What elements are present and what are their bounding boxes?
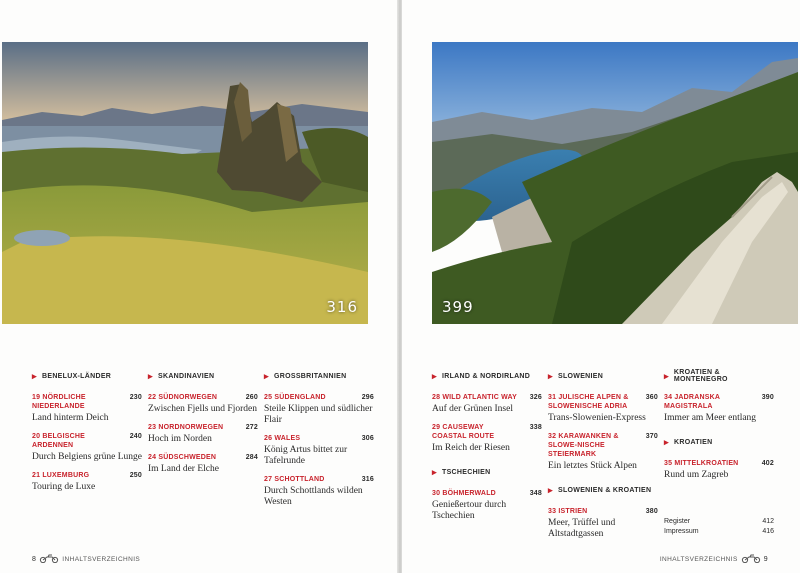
entry-page: 380 xyxy=(645,508,658,515)
toc-entry[interactable] xyxy=(432,393,542,415)
entry-subtitle: Auf der Grünen Insel xyxy=(432,404,513,414)
entry-title: 29 CAUSEWAY COASTAL ROUTE 338 xyxy=(432,424,542,440)
entry-subtitle: Hoch im Norden xyxy=(148,434,212,444)
entry-page: 338 xyxy=(529,424,542,431)
entry-title: 32 KARAWANKEN & SLOWE-NISCHE STEIERMARK 370 xyxy=(548,433,658,458)
right-page xyxy=(402,0,800,573)
extras-list xyxy=(664,517,774,537)
entry-subtitle: Trans-Slowenien-Express xyxy=(548,413,646,423)
entry-title: 24 SÜDSCHWEDEN 284 xyxy=(148,454,258,461)
toc-column-benelux xyxy=(32,370,142,501)
entry-subtitle: Ein letztes Stück Alpen xyxy=(548,461,637,471)
toc-entry[interactable] xyxy=(264,393,374,426)
entry-subtitle: Touring de Luxe xyxy=(32,482,96,492)
footer-label: INHALTSVERZEICHNIS xyxy=(659,556,738,563)
section-heading: ▸ TSCHECHIEN xyxy=(432,466,491,477)
section-heading: ▸ GROSSBRITANNIEN xyxy=(264,370,347,381)
entry-title: 22 SÜDNORWEGEN 260 xyxy=(148,394,258,401)
page-number: 9 xyxy=(763,556,768,563)
entry-page: 306 xyxy=(361,435,374,442)
toc-entry[interactable] xyxy=(664,393,774,424)
section-heading: ▸ SLOWENIEN & KROATIEN xyxy=(548,484,652,495)
entry-page: 260 xyxy=(245,394,258,401)
entry-title: 31 JULISCHE ALPEN & SLOWENISCHE ADRIA 360 xyxy=(548,394,658,410)
entry-page: 416 xyxy=(762,528,774,535)
photo-page-number: 399 xyxy=(442,298,474,316)
entry-page: 250 xyxy=(129,472,142,479)
left-footer xyxy=(32,554,140,565)
entry-title: 33 ISTRIEN 380 xyxy=(548,508,658,515)
toc-column-irland-tschechien xyxy=(432,370,542,530)
toc-column-kroatien xyxy=(664,370,774,537)
toc-column-grossbritannien xyxy=(264,370,374,516)
entry-page: 402 xyxy=(761,460,774,467)
skye-landscape-photo xyxy=(2,42,368,324)
entry-subtitle: Land hinterm Deich xyxy=(32,413,109,423)
entry-title: 21 LUXEMBURG 250 xyxy=(32,472,142,479)
toc-entry[interactable] xyxy=(264,475,374,508)
section-heading: ▸ SKANDINAVIEN xyxy=(148,370,215,381)
section-heading: ▸ BENELUX-LÄNDER xyxy=(32,370,112,381)
entry-title: 26 WALES 306 xyxy=(264,435,374,442)
page-number: 8 xyxy=(32,556,37,563)
toc-entry[interactable] xyxy=(264,434,374,467)
toc-entry[interactable] xyxy=(32,432,142,463)
right-footer xyxy=(660,554,768,565)
entry-title: 34 JADRANSKA MAGISTRALA 390 xyxy=(664,394,774,410)
entry-subtitle: Meer, Trüffel und Altstadtgassen xyxy=(548,518,616,539)
entry-title: 20 BELGISCHE ARDENNEN 240 xyxy=(32,433,142,449)
section-heading: ▸ KROATIEN xyxy=(664,436,713,447)
motorcycle-icon xyxy=(741,554,761,565)
left-page xyxy=(0,0,398,573)
toc-entry[interactable] xyxy=(148,423,258,445)
section-heading: ▸ IRLAND & NORDIRLAND xyxy=(432,370,531,381)
toc-entry[interactable] xyxy=(548,393,658,424)
entry-page: 360 xyxy=(645,394,658,401)
photo-page-number: 316 xyxy=(326,298,358,316)
kotor-bay-photo xyxy=(432,42,798,324)
entry-title: 28 WILD ATLANTIC WAY 326 xyxy=(432,394,542,401)
entry-title: 27 SCHOTTLAND 316 xyxy=(264,476,374,483)
entry-page: 370 xyxy=(645,433,658,440)
entry-subtitle: Durch Belgiens grüne Lunge xyxy=(32,452,143,462)
section-heading: ▸ SLOWENIEN xyxy=(548,370,604,381)
toc-entry[interactable] xyxy=(548,432,658,472)
toc-entry[interactable] xyxy=(32,393,142,424)
entry-subtitle: Immer am Meer entlang xyxy=(664,413,757,423)
toc-entry[interactable] xyxy=(148,453,258,475)
toc-entry[interactable] xyxy=(432,489,542,522)
section-heading: ▸ KROATIEN & MONTENEGRO xyxy=(664,369,728,383)
toc-entry[interactable] xyxy=(32,471,142,493)
entry-page: 412 xyxy=(762,518,774,525)
entry-subtitle: Durch Schottlands wilden Westen xyxy=(264,486,363,507)
entry-subtitle: König Artus bittet zur Tafelrunde xyxy=(264,445,348,466)
entry-subtitle: Rund um Zagreb xyxy=(664,470,729,480)
footer-label: INHALTSVERZEICHNIS xyxy=(62,556,141,563)
toc-entry[interactable] xyxy=(148,393,258,415)
entry-page: 240 xyxy=(129,433,142,440)
entry-subtitle: Im Reich der Riesen xyxy=(432,443,510,453)
entry-page: 296 xyxy=(361,394,374,401)
toc-entry[interactable] xyxy=(664,459,774,481)
entry-title: 19 NÖRDLICHE NIEDERLANDE 230 xyxy=(32,394,142,410)
entry-title: 35 MITTELKROATIEN 402 xyxy=(664,460,774,467)
entry-subtitle: Steile Klippen und südlicher Flair xyxy=(264,404,373,425)
toc-column-slowenien xyxy=(548,370,658,548)
entry-subtitle: Zwischen Fjells und Fjorden xyxy=(148,404,257,414)
register-entry[interactable]: Register 412 xyxy=(664,518,774,525)
toc-column-skandinavien xyxy=(148,370,258,483)
entry-page: 326 xyxy=(529,394,542,401)
entry-title: 30 BÖHMERWALD 348 xyxy=(432,490,542,497)
entry-title: 25 SÜDENGLAND 296 xyxy=(264,394,374,401)
entry-page: 284 xyxy=(245,454,258,461)
entry-page: 348 xyxy=(529,490,542,497)
entry-title: 23 NORDNORWEGEN 272 xyxy=(148,424,258,431)
entry-page: 390 xyxy=(761,394,774,401)
toc-entry[interactable] xyxy=(432,423,542,454)
impressum-entry[interactable]: Impressum 416 xyxy=(664,528,774,535)
entry-subtitle: Genießertour durch Tschechien xyxy=(432,500,507,521)
entry-page: 316 xyxy=(361,476,374,483)
toc-entry[interactable] xyxy=(548,507,658,540)
entry-subtitle: Im Land der Elche xyxy=(148,464,219,474)
entry-page: 230 xyxy=(129,394,142,401)
entry-page: 272 xyxy=(245,424,258,431)
motorcycle-icon xyxy=(39,554,59,565)
